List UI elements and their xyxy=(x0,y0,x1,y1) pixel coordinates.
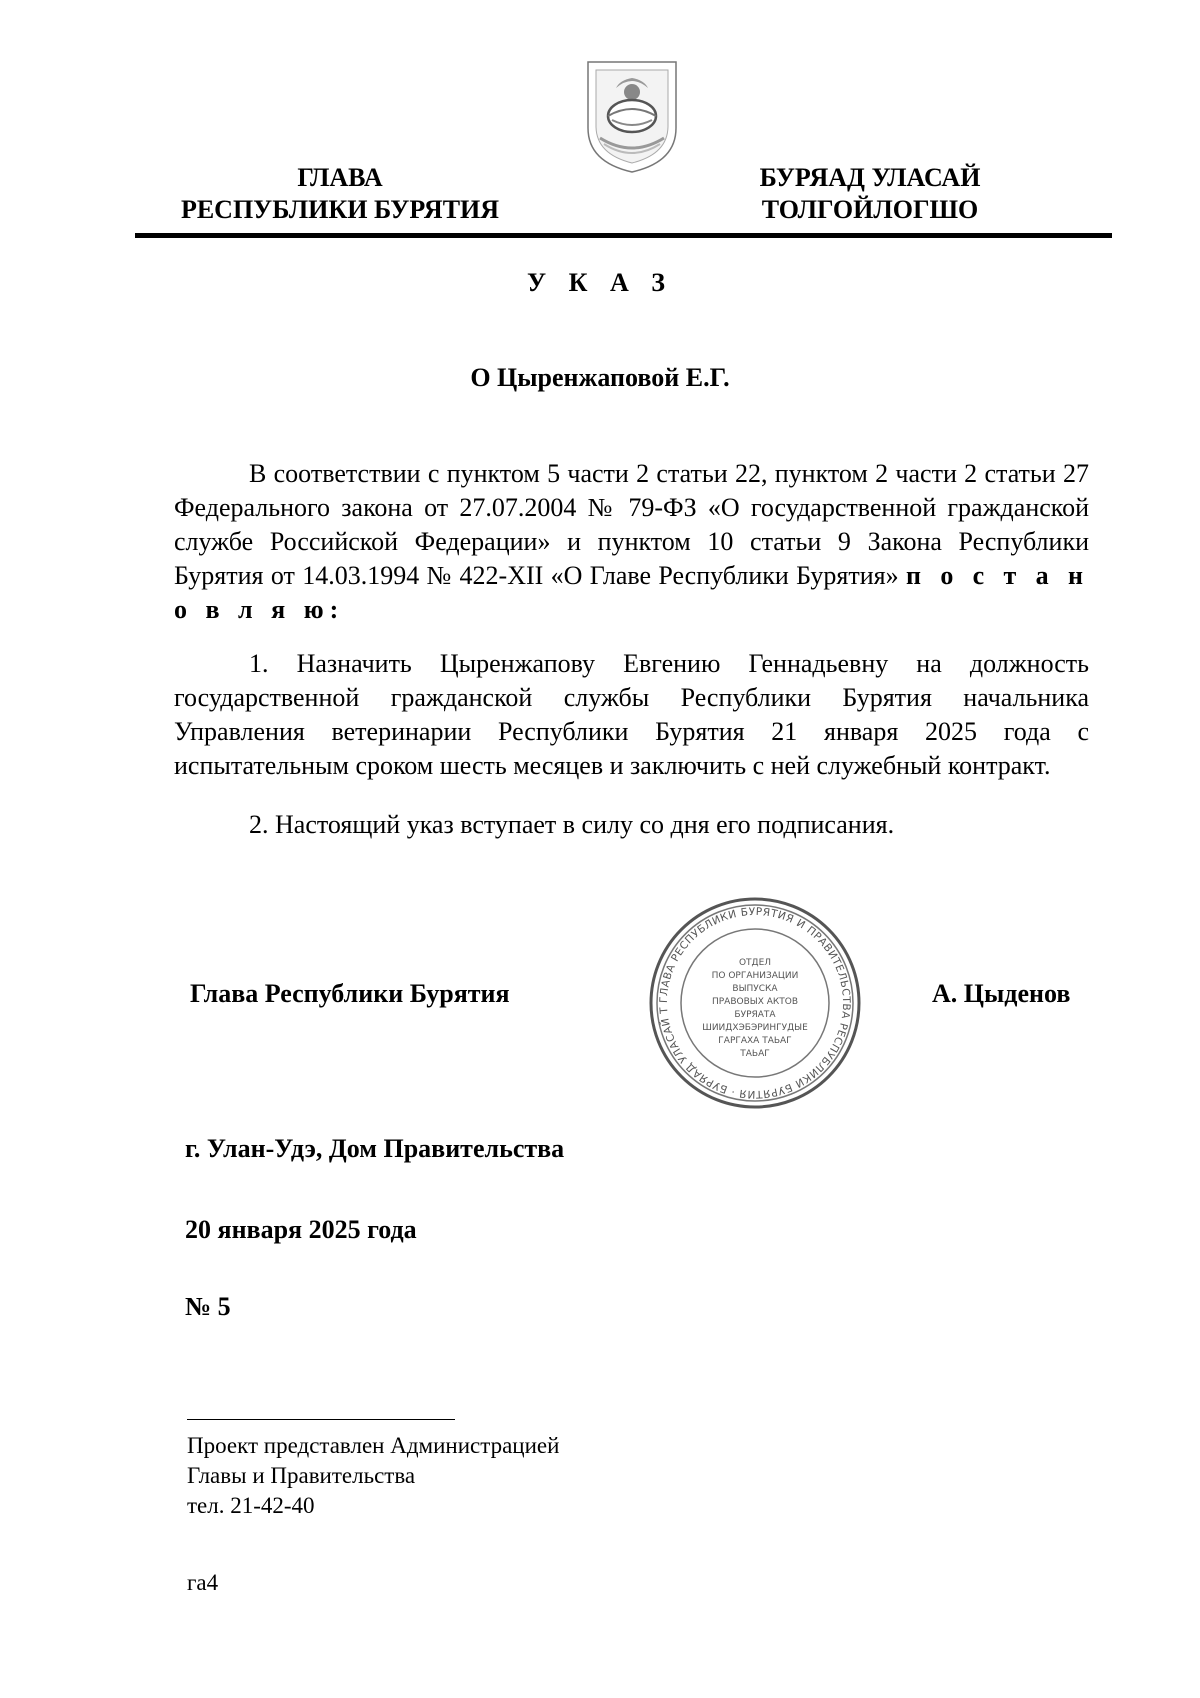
issue-date: 20 января 2025 года xyxy=(185,1215,417,1244)
document-subject: О Цыренжаповой Е.Г. xyxy=(470,363,730,392)
seal-line-8: ТАЬАГ xyxy=(740,1049,770,1059)
coat-of-arms-icon xyxy=(582,58,682,176)
seal-outer-text: ГЛАВА РЕСПУБЛИКИ БУРЯТИЯ И ПРАВИТЕЛЬСТВА РЕСПУБЛИКИ БУРЯТИЯ · БУРЯАД УЛАСАЙ Т xyxy=(657,905,853,1101)
document-type-title: У К А З xyxy=(527,268,673,297)
footer-line-1: Проект представлен Администрацией xyxy=(187,1433,560,1458)
decree-word: п о с т а н о в л я ю: xyxy=(174,561,1089,624)
header-divider xyxy=(135,233,1112,238)
header-right-line1: БУРЯАД УЛАСАЙ xyxy=(759,163,981,192)
seal-line-5: БУРЯАТА xyxy=(734,1010,776,1020)
document-number: № 5 xyxy=(185,1292,231,1321)
item-1-paragraph: 1. Назначить Цыренжапову Евгению Геннадьевну на должность государственной гражданской службы Республики Бурятия начальника Управления ветеринарии Республики Бурятия 21 января 2025 года с испытательным сроком шесть месяцев и заключить с ней служебный контракт. xyxy=(174,649,1089,780)
header-left-line2: РЕСПУБЛИКИ БУРЯТИЯ xyxy=(180,195,500,224)
footer-phone: тел. 21-42-40 xyxy=(187,1493,315,1518)
seal-line-2: ПО ОРГАНИЗАЦИИ xyxy=(711,971,799,981)
seal-line-1: ОТДЕЛ xyxy=(738,958,772,968)
header-right-title xyxy=(720,162,1020,226)
official-seal-icon xyxy=(645,895,865,1111)
seal-line-7: ГАРГАХА ТАЬАГ xyxy=(718,1036,792,1046)
item-2-paragraph: 2. Настоящий указ вступает в силу со дня его подписания. xyxy=(249,810,895,839)
seal-line-3: ВЫПУСКА xyxy=(732,984,778,994)
seal-line-6: ШИИДХЭБЭРИНГУДЫЕ xyxy=(702,1023,808,1033)
footer-divider xyxy=(187,1419,455,1420)
preamble-text: В соответствии с пунктом 5 части 2 статьи 22, пунктом 2 части 2 статьи 27 Федерального закона от 27.07.2004 № 79-ФЗ «О государственной гражданской службе Российской Федерации» и пунктом 10 статьи 9 Закона Республики Бурятия от 14.03.1994 № 422-XII «О Главе Республики Бурятия» xyxy=(174,459,1089,590)
footer-line-2: Главы и Правительства xyxy=(187,1463,416,1488)
document-code: га4 xyxy=(187,1570,219,1595)
header-left-title xyxy=(140,162,540,226)
issue-place: г. Улан-Удэ, Дом Правительства xyxy=(185,1134,565,1163)
header-right-line2: ТОЛГОЙЛОГШО xyxy=(761,195,979,224)
header-left-line1: ГЛАВА xyxy=(297,163,383,192)
signatory-name: А. Цыденов xyxy=(932,979,1071,1008)
signatory-position: Глава Республики Бурятия xyxy=(190,979,510,1008)
preamble-paragraph xyxy=(174,457,1089,627)
seal-line-4: ПРАВОВЫХ АКТОВ xyxy=(711,997,799,1007)
